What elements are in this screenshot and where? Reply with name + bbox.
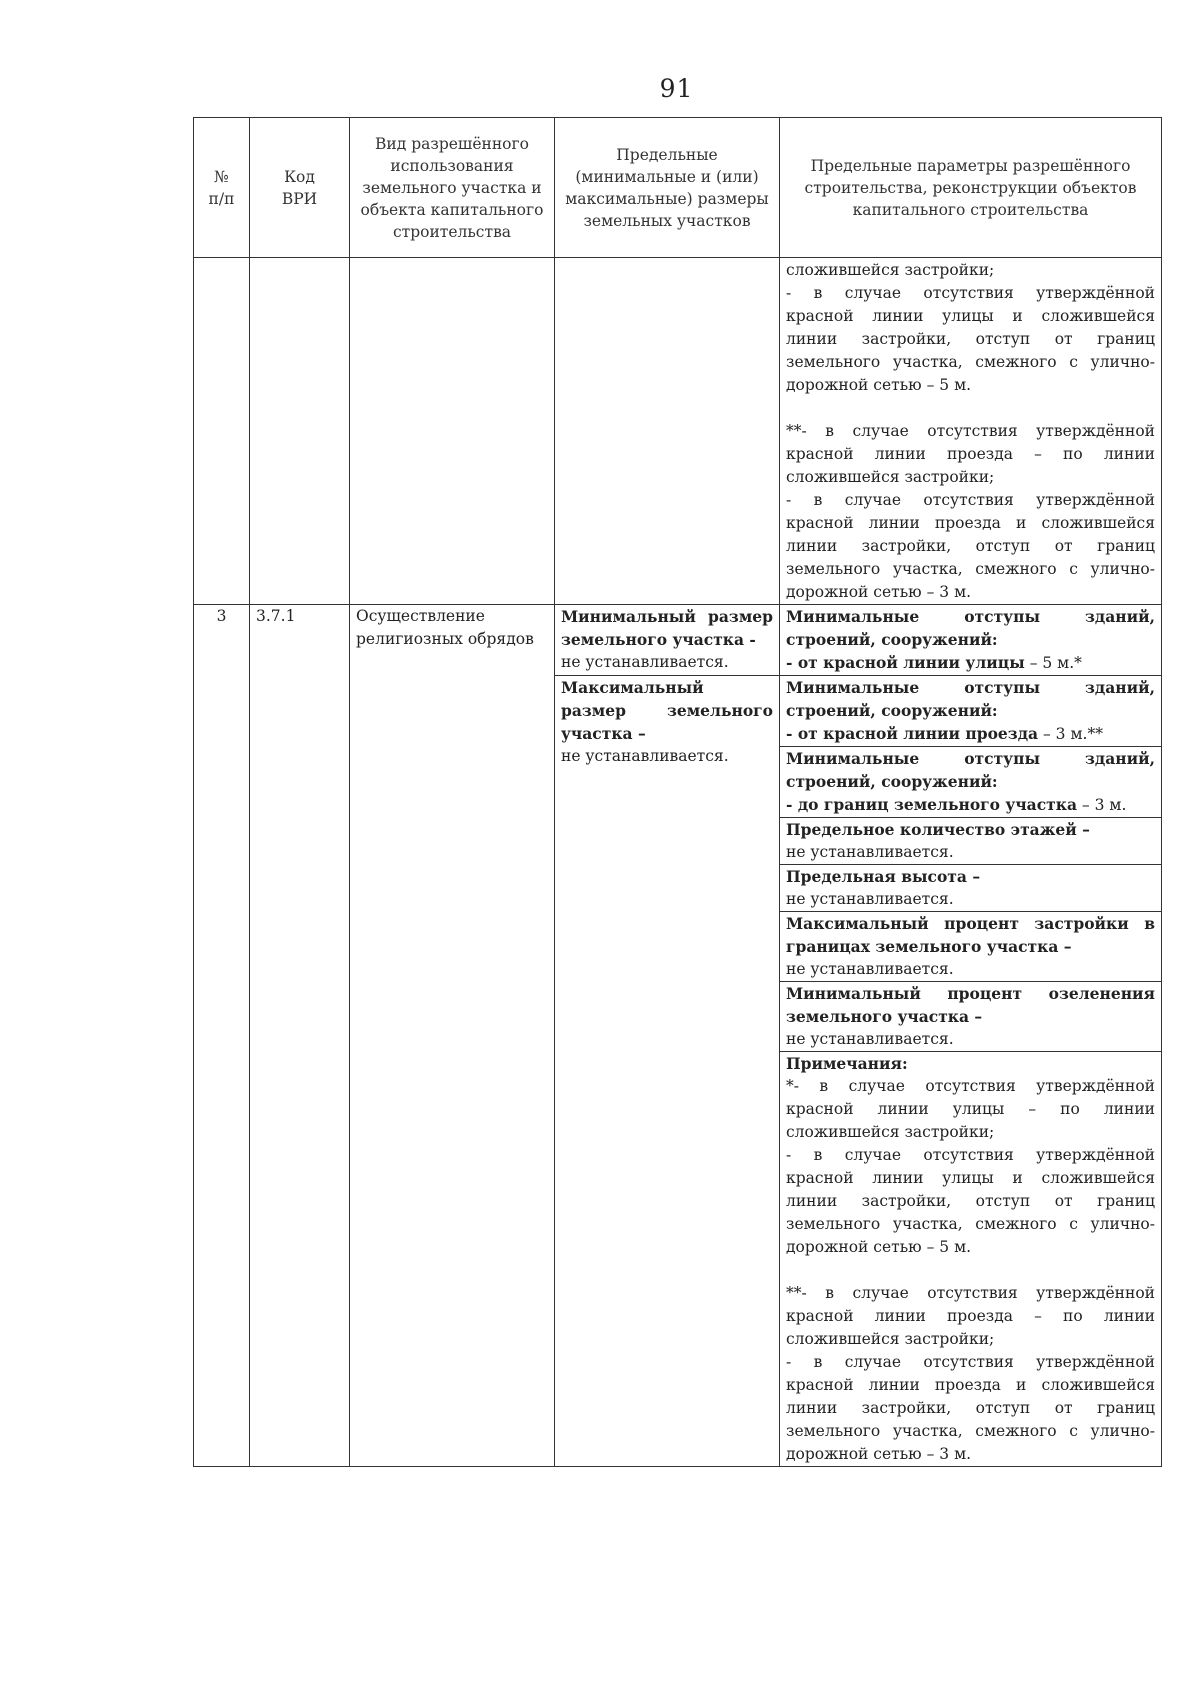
cont-params — [780, 258, 1162, 605]
param-setback-street — [780, 605, 1162, 676]
cont-sizes — [555, 258, 780, 605]
min-size-label: Минимальный размер земельного участка - — [561, 607, 773, 649]
param-value: не устанавливается. — [786, 1030, 954, 1048]
param-greenery — [780, 982, 1162, 1052]
param-height — [780, 865, 1162, 912]
note-1: *- в случае отсутствия утверждённой красной линии улицы – по линии сложившейся застройки; — [786, 1077, 1155, 1141]
zoning-params-table — [193, 117, 1162, 1467]
cont-num — [194, 258, 250, 605]
note-3: **- в случае отсутствия утверждённой красной линии проезда – по линии сложившейся застройки; — [786, 1284, 1155, 1348]
note-4: - в случае отсутствия утверждённой красной линии проезда и сложившейся линии застройки, отступ от границ земельного участка, смежного с улично-дорожной сетью – 3 м. — [786, 1353, 1155, 1463]
page-number: 91 — [659, 74, 694, 103]
param-value: - от красной линии проезда – 3 м.** — [786, 724, 1103, 743]
header-num: № п/п — [194, 118, 250, 258]
param-coverage — [780, 912, 1162, 982]
cont-note-1: сложившейся застройки; — [786, 261, 995, 279]
param-label: Минимальные отступы зданий, строений, сооружений: — [786, 607, 1155, 649]
header-code: Код ВРИ — [250, 118, 350, 258]
row3-code: 3.7.1 — [250, 605, 350, 1467]
table-header-row — [194, 118, 1162, 258]
cont-note-4: - в случае отсутствия утверждённой красной линии проезда и сложившейся линии застройки, отступ от границ земельного участка, смежного с улично-дорожной сетью – 3 м. — [786, 491, 1155, 601]
max-size-label: Максимальный размер земельного участка – — [561, 678, 773, 743]
cont-code — [250, 258, 350, 605]
row3-min-size — [555, 605, 780, 676]
param-value: не устанавливается. — [786, 890, 954, 908]
param-value: - от красной линии улицы – 5 м.* — [786, 653, 1082, 672]
header-use-type: Вид разрешённого использования земельного участка и объекта капитального строительства — [350, 118, 555, 258]
param-floors — [780, 818, 1162, 865]
param-label: Предельное количество этажей – — [786, 820, 1090, 839]
param-value: не устанавливается. — [786, 960, 954, 978]
max-size-value: не устанавливается. — [561, 747, 729, 765]
table-row-continuation — [194, 258, 1162, 605]
param-label: Минимальные отступы зданий, строений, сооружений: — [786, 678, 1155, 720]
row3-num: 3 — [194, 605, 250, 1467]
row3-max-size — [555, 676, 780, 1467]
min-size-value: не устанавливается. — [561, 653, 729, 671]
header-sizes: Предельные (минимальные и (или) максимальные) размеры земельных участков — [555, 118, 780, 258]
row3-use-type: Осуществление религиозных обрядов — [350, 605, 555, 1467]
param-value: не устанавливается. — [786, 843, 954, 861]
table-row-3 — [194, 605, 1162, 676]
notes-title: Примечания: — [786, 1054, 908, 1073]
param-setback-boundary — [780, 747, 1162, 818]
cont-use-type — [350, 258, 555, 605]
param-value: - до границ земельного участка – 3 м. — [786, 795, 1127, 814]
cont-note-2: - в случае отсутствия утверждённой красной линии улицы и сложившейся линии застройки, отступ от границ земельного участка, смежного с улично-дорожной сетью – 5 м. — [786, 284, 1155, 394]
header-params: Предельные параметры разрешённого строительства, реконструкции объектов капитального строительства — [780, 118, 1162, 258]
param-label: Минимальный процент озеленения земельного участка – — [786, 984, 1155, 1026]
notes-cell — [780, 1052, 1162, 1467]
param-label: Максимальный процент застройки в границах земельного участка – — [786, 914, 1155, 956]
param-setback-driveway — [780, 676, 1162, 747]
note-2: - в случае отсутствия утверждённой красной линии улицы и сложившейся линии застройки, отступ от границ земельного участка, смежного с улично-дорожной сетью – 5 м. — [786, 1146, 1155, 1256]
param-label: Минимальные отступы зданий, строений, сооружений: — [786, 749, 1155, 791]
cont-note-3: **- в случае отсутствия утверждённой красной линии проезда – по линии сложившейся застройки; — [786, 422, 1155, 486]
param-label: Предельная высота – — [786, 867, 981, 886]
